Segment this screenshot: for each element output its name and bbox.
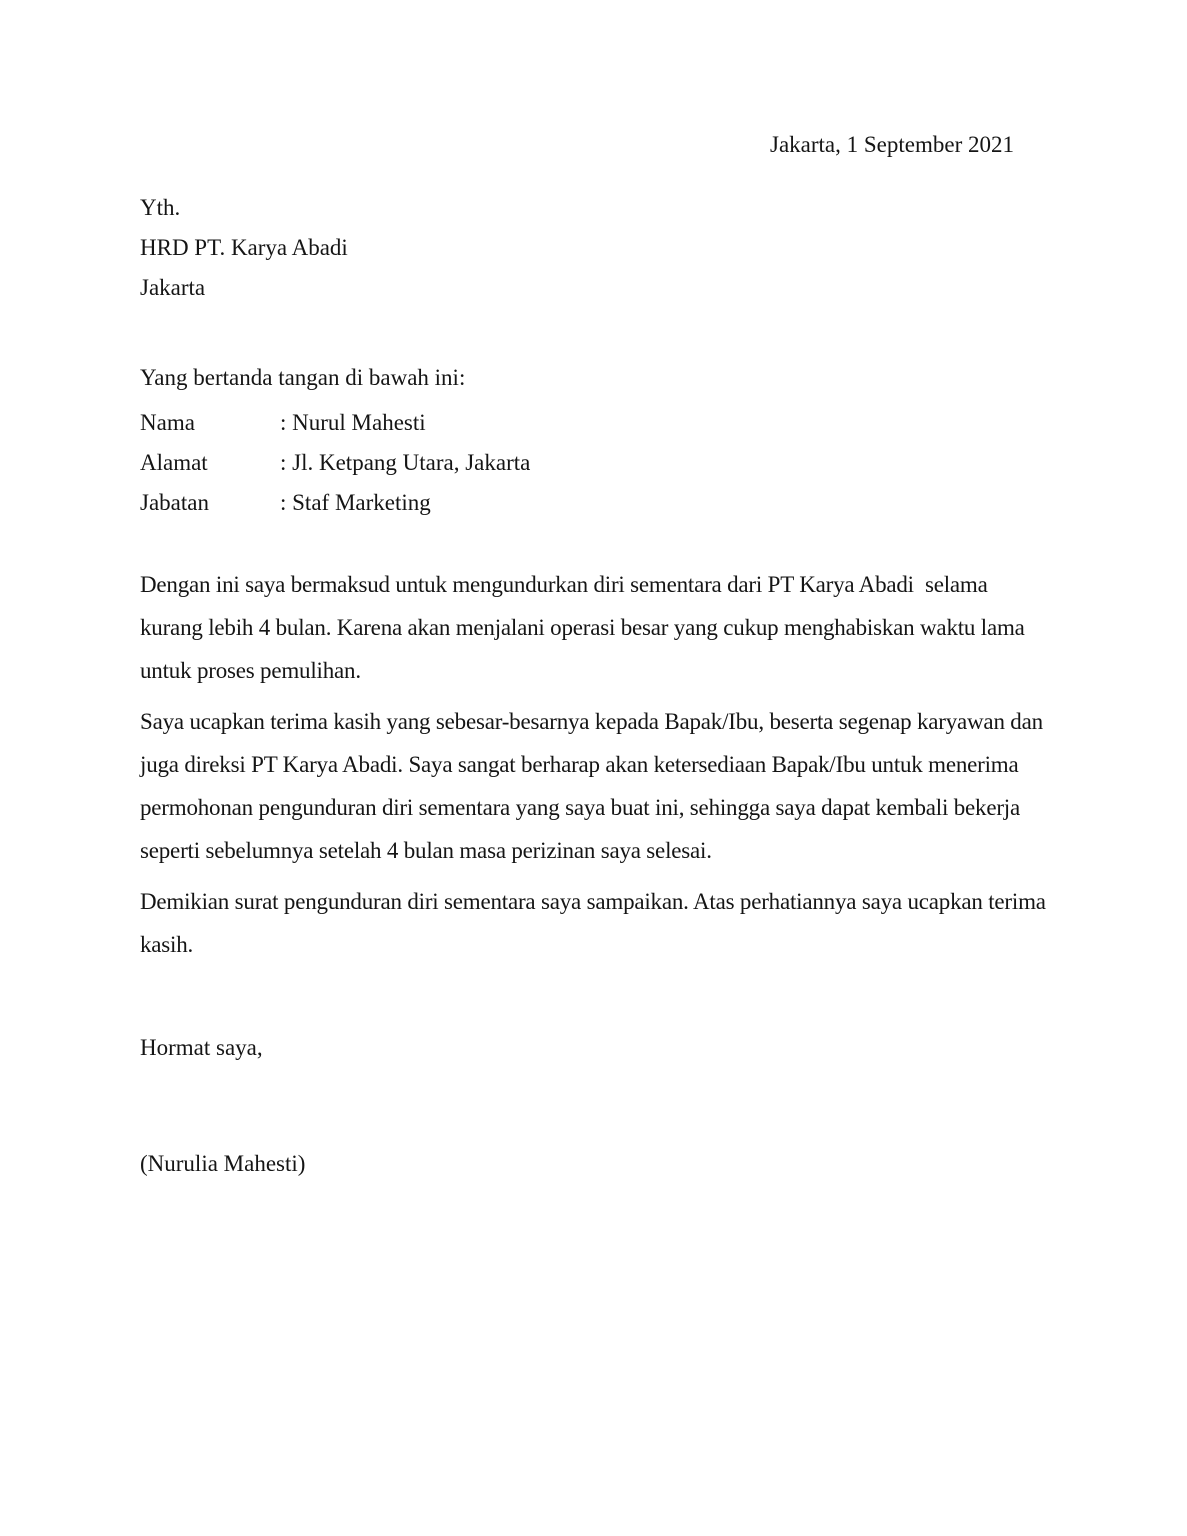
intro-line: Yang bertanda tangan di bawah ini: — [140, 365, 466, 390]
identity-label-alamat: Alamat — [140, 450, 208, 475]
paragraph-resignation-intent: Dengan ini saya bermaksud untuk mengundurkan diri sementara dari PT Karya Abadi selama kurang lebih 4 bulan. Karena akan menjalani operasi besar yang cukup menghabiskan waktu lama untuk proses pemulihan. — [140, 572, 1031, 683]
recipient-company: HRD PT. Karya Abadi — [140, 235, 348, 260]
identity-value-jabatan: : Staf Marketing — [280, 490, 431, 515]
recipient-salutation: Yth. — [140, 195, 181, 220]
closing-salutation: Hormat saya, — [140, 1035, 263, 1060]
identity-label-jabatan: Jabatan — [140, 490, 209, 515]
identity-row-alamat — [140, 443, 1047, 483]
paragraph-gratitude: Saya ucapkan terima kasih yang sebesar-besarnya kepada Bapak/Ibu, beserta segenap karyawan dan juga direksi PT Karya Abadi. Saya sangat berharap akan ketersediaan Bapak/Ibu untuk menerima permohonan pengunduran diri sementara yang saya buat ini, sehingga saya dapat kembali bekerja seperti sebelumnya setelah 4 bulan masa perizinan saya selesai. — [140, 709, 1049, 863]
letter-body — [140, 563, 1052, 966]
identity-value-nama: : Nurul Mahesti — [280, 410, 426, 435]
identity-row-nama — [140, 403, 1047, 443]
recipient-city: Jakarta — [140, 275, 206, 300]
paragraph-closing-statement: Demikian surat pengunduran diri sementara saya sampaikan. Atas perhatiannya saya ucapkan terima kasih. — [140, 889, 1052, 957]
identity-row-jabatan — [140, 483, 1047, 523]
letter-date: Jakarta, 1 September 2021 — [770, 132, 1014, 157]
identity-block — [140, 403, 1047, 523]
identity-label-nama: Nama — [140, 410, 195, 435]
recipient-block — [140, 188, 1047, 308]
signature-name: (Nurulia Mahesti) — [140, 1151, 306, 1176]
identity-value-alamat: : Jl. Ketpang Utara, Jakarta — [280, 450, 531, 475]
